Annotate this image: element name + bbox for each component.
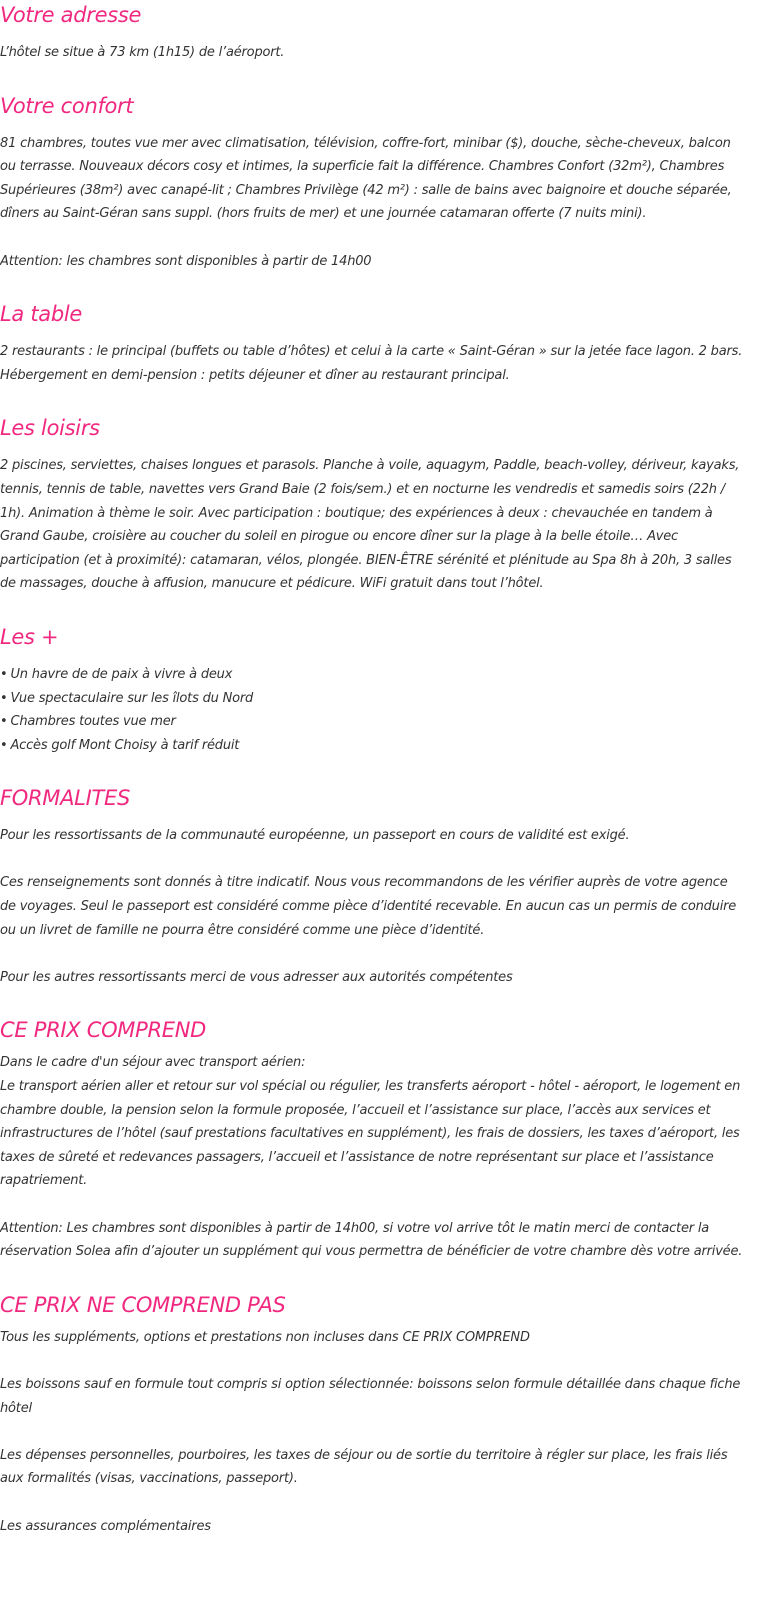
section-title-adresse: Votre adresse xyxy=(0,3,142,27)
confort-attention: Attention: les chambres sont disponibles à partir de 14h00 xyxy=(0,253,372,269)
plus-list xyxy=(0,663,745,757)
ne-comprend-text-1: Tous les suppléments, options et prestations non incluses dans CE PRIX COMPREND xyxy=(0,1329,530,1345)
section-table xyxy=(0,299,745,387)
bullet-icon: • xyxy=(0,690,8,706)
list-item xyxy=(0,734,745,758)
confort-text: 81 chambres, toutes vue mer avec climatisation, télévision, coffre-fort, minibar ($), douche, sèche-cheveux, balcon ou terrasse. Nouveaux décors cosy et intimes, la superficie fait la différence. Chambres Confort (32m²), Chambres Supérieures (38m²) avec canapé-lit ; Chambres Privilège (42 m²) : salle de bains avec baignoire et douche séparée, dîners au Saint-Géran sans suppl. (hors fruits de mer) et une journée catamaran offerte (7 nuits mini). xyxy=(0,135,732,222)
list-item-label: Accès golf Mont Choisy à tarif réduit xyxy=(10,737,240,753)
section-title-confort: Votre confort xyxy=(0,93,134,118)
list-item xyxy=(0,710,745,734)
section-title-plus: Les + xyxy=(0,624,59,649)
table-text: 2 restaurants : le principal (buffets ou table d’hôtes) et celui à la carte « Saint-Géran » sur la jetée face lagon. 2 bars. Hébergement en demi-pension : petits déjeuner et dîner au restaurant principal. xyxy=(0,344,743,383)
ne-comprend-text-4: Les assurances complémentaires xyxy=(0,1518,211,1534)
section-prix-ne-comprend-pas xyxy=(0,1290,745,1538)
ne-comprend-text-2: Les boissons sauf en formule tout compris si option sélectionnée: boissons selon formule détaillée dans chaque fiche hôtel xyxy=(0,1376,741,1416)
section-title-table: La table xyxy=(0,302,83,327)
list-item-label: Vue spectaculaire sur les îlots du Nord xyxy=(10,690,254,706)
section-formalites xyxy=(0,783,745,989)
adresse-text: L’hôtel se situe à 73 km (1h15) de l’aéroport. xyxy=(0,45,285,60)
list-item xyxy=(0,687,745,711)
section-prix-comprend xyxy=(0,1015,745,1263)
section-title-prix-comprend: CE PRIX COMPREND xyxy=(0,1018,207,1043)
list-item-label: Un havre de de paix à vivre à deux xyxy=(10,666,233,682)
section-title-loisirs: Les loisirs xyxy=(0,416,100,441)
section-title-formalites: FORMALITES xyxy=(0,786,131,811)
list-item-label: Chambres toutes vue mer xyxy=(10,714,176,730)
bullet-icon: • xyxy=(0,714,8,730)
section-title-prix-ne-comprend-pas: CE PRIX NE COMPREND PAS xyxy=(0,1292,286,1317)
formalites-text-3: Pour les autres ressortissants merci de vous adresser aux autorités compétentes xyxy=(0,969,513,985)
section-confort xyxy=(0,91,745,274)
loisirs-text: 2 piscines, serviettes, chaises longues et parasols. Planche à voile, aquagym, Paddle, beach-volley, dériveur, kayaks, tennis, tennis de table, navettes vers Grand Baie (2 fois/sem.) et en nocturne les vendredis et samedis soirs (22h / 1h). Animation à thème le soir. Avec participation : boutique; des expériences à deux : chevauchée en tandem à Grand Gaube, croisière au coucher du soleil en pirogue ou encore dîner sur la plage à la belle étoile… Avec participation (et à proximité): catamaran, vélos, plongée. BIEN-ÊTRE sérénité et plénitude au Spa 8h à 20h, 3 salles de massages, douche à affusion, manucure et pédicure. WiFi gratuit dans tout l’hôtel. xyxy=(0,458,740,592)
comprend-text: Le transport aérien aller et retour sur vol spécial ou régulier, les transferts aéroport - hôtel - aéroport, le logement en chambre double, la pension selon la formule proposée, l’accueil et l’assistance sur place, l’accès aux services et infrastructures de l’hôtel (sauf prestations facultatives en supplément), les frais de dossiers, les taxes d’aéroport, les taxes de sûreté et redevances passagers, l’accueil et l’assistance de notre représentant sur place et l’assistance rapatriement. xyxy=(0,1079,741,1189)
bullet-icon: • xyxy=(0,737,8,753)
ne-comprend-text-3: Les dépenses personnelles, pourboires, les taxes de séjour ou de sortie du territoire à régler sur place, les frais liés aux formalités (visas, vaccinations, passeport). xyxy=(0,1447,728,1487)
bullet-icon: • xyxy=(0,666,8,682)
section-adresse xyxy=(0,0,745,65)
list-item xyxy=(0,663,745,687)
formalites-text-2: Ces renseignements sont donnés à titre indicatif. Nous vous recommandons de les vérifier auprès de votre agence de voyages. Seul le passeport est considéré comme pièce d’identité recevable. En aucun cas un permis de conduire ou un livret de famille ne pourra être considéré comme une pièce d’identité. xyxy=(0,875,737,938)
comprend-attention: Attention: Les chambres sont disponibles à partir de 14h00, si votre vol arrive tôt le matin merci de contacter la réservation Solea afin d’ajouter un supplément qui vous permettra de bénéficier de votre chambre dès votre arrivée. xyxy=(0,1220,743,1260)
section-plus xyxy=(0,622,745,757)
section-loisirs xyxy=(0,413,745,596)
comprend-intro: Dans le cadre d'un séjour avec transport aérien: xyxy=(0,1055,306,1071)
formalites-text-1: Pour les ressortissants de la communauté européenne, un passeport en cours de validité est exigé. xyxy=(0,828,630,844)
